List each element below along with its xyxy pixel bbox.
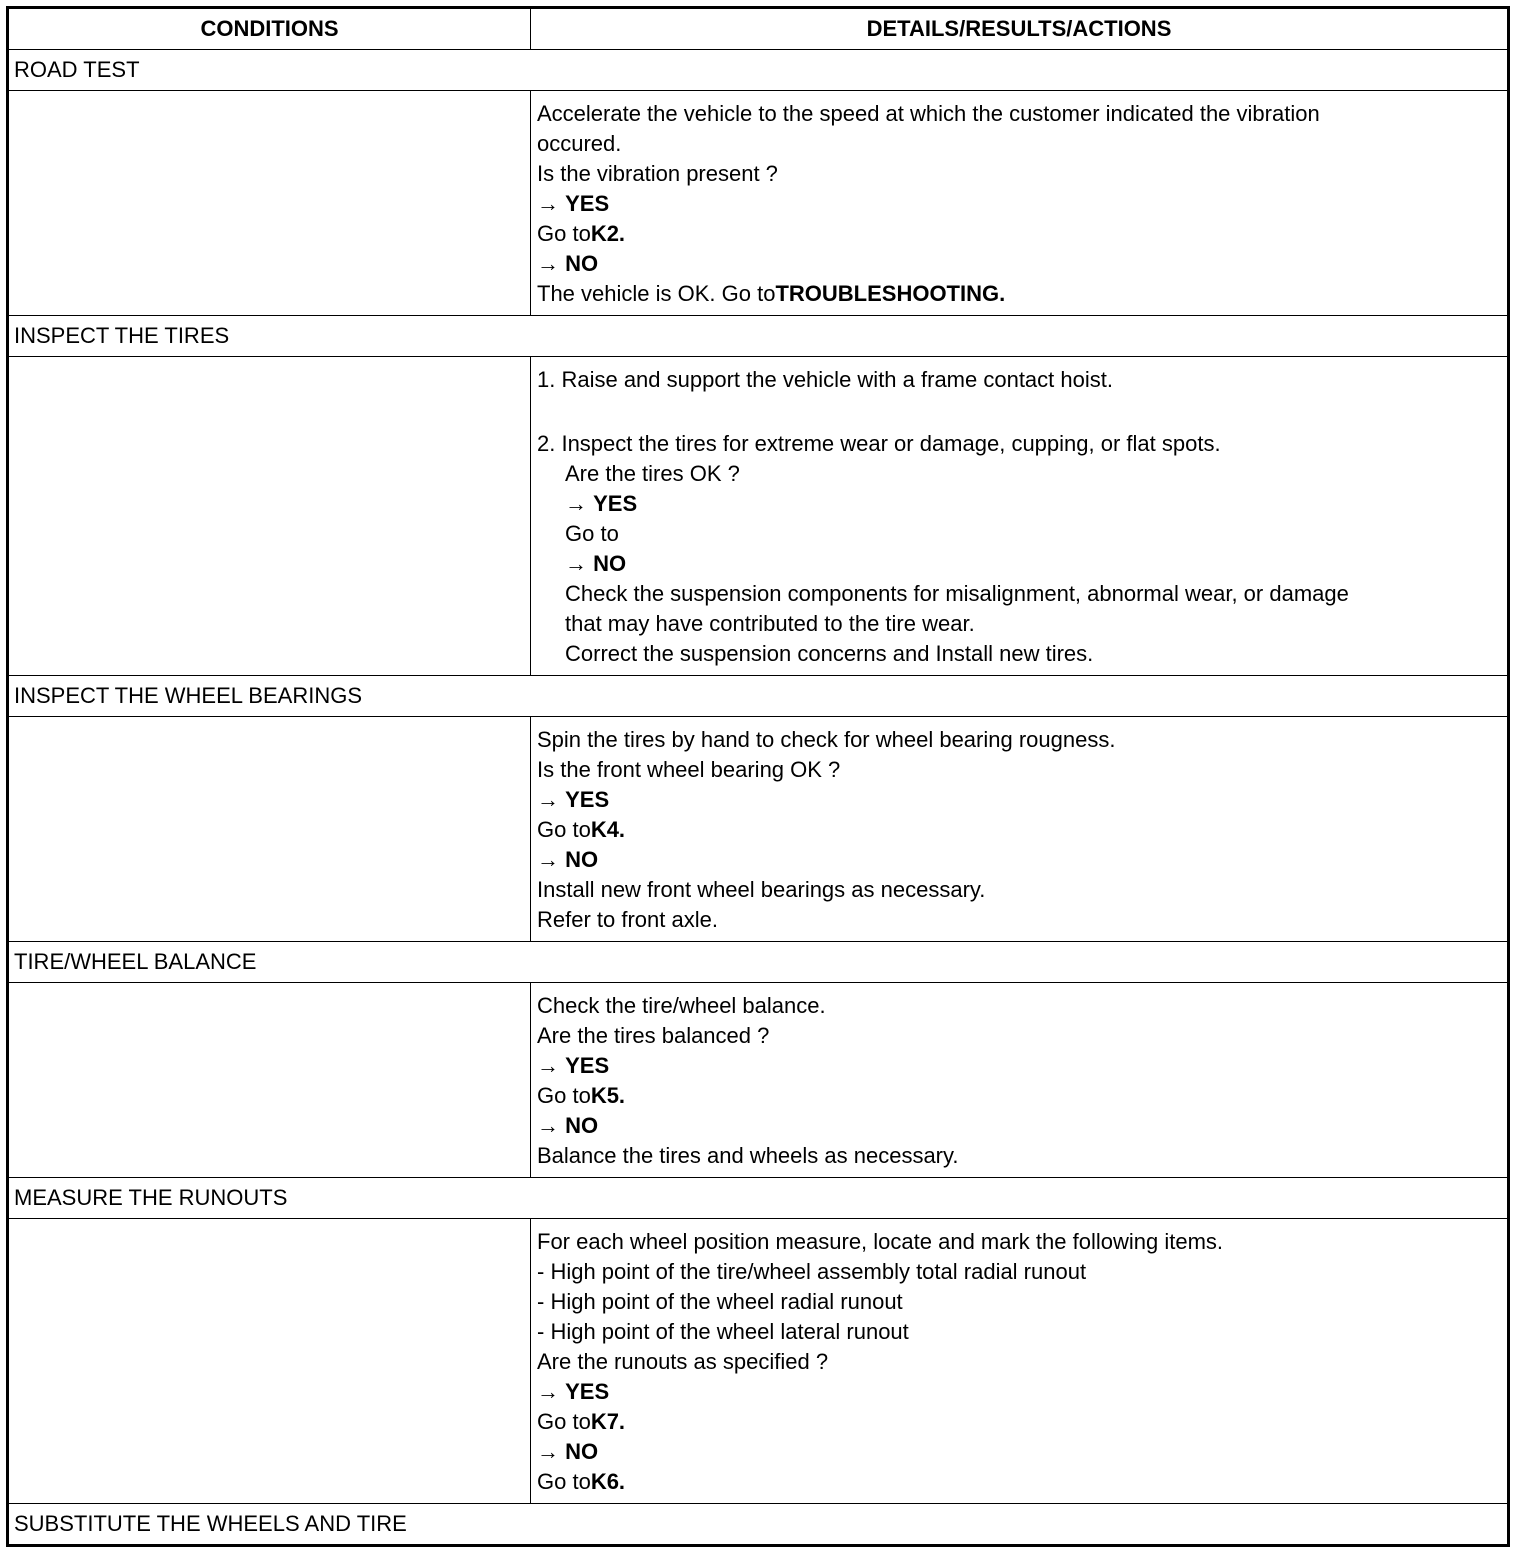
question-text: Is the front wheel bearing OK ? [537,757,841,782]
no-result [537,1111,1501,1141]
section-row-wheel-bearings [8,676,1509,717]
text-line: Check the tire/wheel balance. [537,993,826,1018]
goto-link-k6[interactable]: K6. [590,1469,626,1494]
step-1: 1. Raise and support the vehicle with a frame contact hoist. [537,367,1113,392]
text-line: Spin the tires by hand to check for wheel bearing rougness. [537,727,1116,752]
section-row-runouts [8,1178,1509,1219]
yes-action [537,1081,1501,1111]
arrow-right-icon: → [537,787,559,812]
goto-prefix: Go to [537,1083,591,1108]
no-label: NO [565,1439,599,1464]
goto-prefix: Go to [537,221,591,246]
no-label: NO [565,1113,599,1138]
no-label: NO [565,251,599,276]
goto-link-k2[interactable]: K2. [590,221,626,246]
goto-prefix: Go to [537,817,591,842]
section-row-inspect-tires [8,316,1509,357]
spacer [537,395,1501,429]
section-title-wheel-bearings: INSPECT THE WHEEL BEARINGS [8,676,1509,717]
conditions-header: CONDITIONS [8,8,531,50]
no-action-line: Correct the suspension concerns and Install new tires. [565,641,1094,666]
section-row-balance [8,942,1509,983]
no-action [537,279,1501,309]
yes-label: YES [593,491,638,516]
details-row-inspect-tires [8,357,1509,676]
no-text: The vehicle is OK. Go to [537,281,776,306]
conditions-cell [8,357,531,676]
yes-label: YES [565,787,610,812]
conditions-cell [8,91,531,316]
arrow-right-icon: → [537,1113,559,1138]
section-title-inspect-tires: INSPECT THE TIRES [8,316,1509,357]
no-action-line: Balance the tires and wheels as necessary. [537,1143,959,1168]
procedure-table [6,6,1510,1547]
section-title-runouts: MEASURE THE RUNOUTS [8,1178,1509,1219]
section-row-substitute [8,1504,1509,1546]
yes-action [537,219,1501,249]
question-text: Are the tires OK ? [565,461,740,486]
no-action-line: that may have contributed to the tire wear. [565,611,975,636]
details-header: DETAILS/RESULTS/ACTIONS [531,8,1509,50]
no-action-line: Check the suspension components for misalignment, abnormal wear, or damage [565,581,1349,606]
list-item: - High point of the tire/wheel assembly total radial runout [537,1259,1087,1284]
details-cell-balance [531,983,1509,1178]
question-text: Are the runouts as specified ? [537,1349,829,1374]
no-label: NO [565,847,599,872]
conditions-cell [8,1219,531,1504]
text-line: For each wheel position measure, locate and mark the following items. [537,1229,1224,1254]
text-line: occured. [537,131,622,156]
question-text: Is the vibration present ? [537,161,778,186]
no-result [537,249,1501,279]
details-cell-wheel-bearings [531,717,1509,942]
section-title-substitute: SUBSTITUTE THE WHEELS AND TIRE [8,1504,1509,1546]
no-action-line: Install new front wheel bearings as necessary. [537,877,986,902]
goto-link-k5[interactable]: K5. [590,1083,626,1108]
goto-prefix: Go to [537,1409,591,1434]
section-row-road-test [8,50,1509,91]
arrow-right-icon: → [537,847,559,872]
details-row-balance [8,983,1509,1178]
details-cell-runouts [531,1219,1509,1504]
text-line: Accelerate the vehicle to the speed at which the customer indicated the vibration [537,101,1320,126]
goto-link-k7[interactable]: K7. [590,1409,626,1434]
section-title-road-test: ROAD TEST [8,50,1509,91]
no-action-line: Refer to front axle. [537,907,718,932]
table-header-row [8,8,1509,50]
arrow-right-icon: → [565,551,587,576]
yes-label: YES [565,1053,610,1078]
details-cell-road-test [531,91,1509,316]
conditions-cell [8,717,531,942]
question-text: Are the tires balanced ? [537,1023,770,1048]
no-result [537,1437,1501,1467]
yes-action: Go to [565,521,619,546]
no-result [537,845,1501,875]
details-row-wheel-bearings [8,717,1509,942]
details-cell-inspect-tires [531,357,1509,676]
arrow-right-icon: → [537,1379,559,1404]
yes-result [537,1051,1501,1081]
yes-result [537,1377,1501,1407]
yes-label: YES [565,191,610,216]
yes-result [537,489,1501,519]
list-item: - High point of the wheel radial runout [537,1289,903,1314]
section-title-balance: TIRE/WHEEL BALANCE [8,942,1509,983]
no-action [537,1467,1501,1497]
list-item: - High point of the wheel lateral runout [537,1319,909,1344]
conditions-cell [8,983,531,1178]
arrow-right-icon: → [537,251,559,276]
details-row-road-test [8,91,1509,316]
goto-link-k4[interactable]: K4. [590,817,626,842]
no-label: NO [593,551,627,576]
arrow-right-icon: → [537,1053,559,1078]
yes-result [537,189,1501,219]
step-2: 2. Inspect the tires for extreme wear or damage, cupping, or flat spots. [537,431,1221,456]
arrow-right-icon: → [537,191,559,216]
arrow-right-icon: → [537,1439,559,1464]
yes-action [537,1407,1501,1437]
yes-action [537,815,1501,845]
details-row-runouts [8,1219,1509,1504]
no-result [537,549,1501,579]
yes-label: YES [565,1379,610,1404]
arrow-right-icon: → [565,491,587,516]
yes-result [537,785,1501,815]
goto-prefix: Go to [537,1469,591,1494]
goto-link-troubleshooting[interactable]: TROUBLESHOOTING. [775,281,1006,306]
